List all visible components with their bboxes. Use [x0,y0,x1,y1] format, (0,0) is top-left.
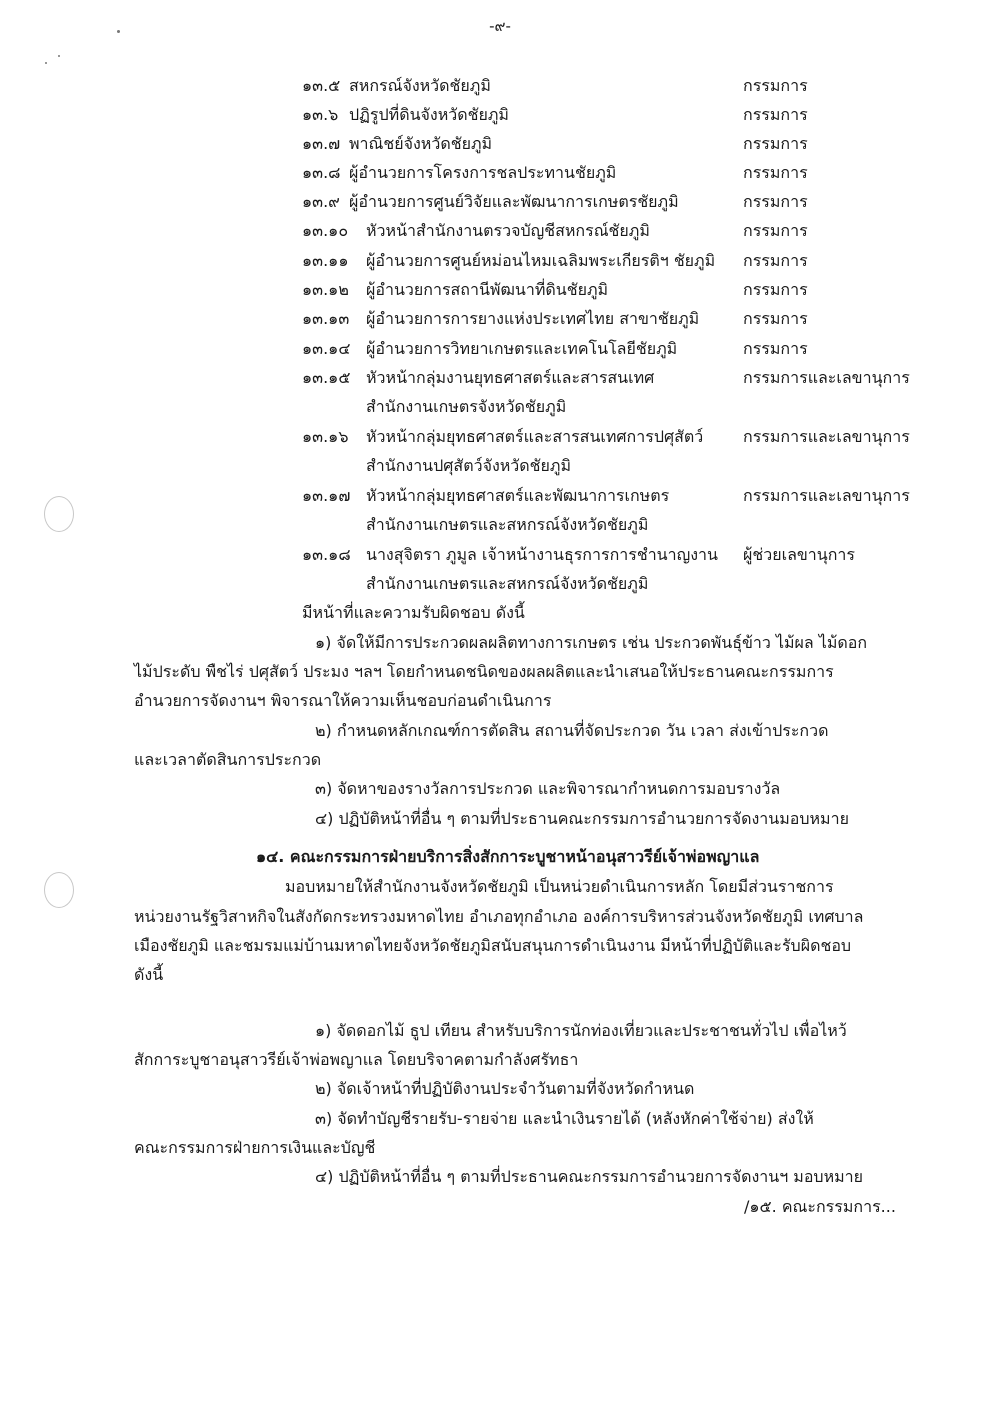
member-name: ผู้อำนวยการโครงการชลประทานชัยภูมิ [349,163,617,182]
member-role: กรรมการ [743,280,808,299]
continuation-note: /๑๕. คณะกรรมการ... [744,1197,896,1216]
duty-line: และเวลาตัดสินการประกวด [134,750,322,769]
section-14-paragraph: มอบหมายให้สำนักงานจังหวัดชัยภูมิ เป็นหน่วยดำเนินการหลัก โดยมีส่วนราชการ [285,877,834,896]
member-name: หัวหน้ากลุ่มยุทธศาสตร์และสารสนเทศการปศุสัตว์ [366,427,704,446]
member-name: ผู้อำนวยการวิทยาเกษตรและเทคโนโลยีชัยภูมิ [366,339,678,358]
member-name-line2: สำนักงานเกษตรจังหวัดชัยภูมิ [366,397,567,416]
section-14-paragraph: หน่วยงานรัฐวิสาหกิจในสังกัดกระทรวงมหาดไทย อำเภอทุกอำเภอ องค์การบริหารส่วนจังหวัดชัยภูมิ เทศบาล [134,907,864,926]
member-name: สหกรณ์จังหวัดชัยภูมิ [349,76,491,95]
member-number: ๑๓.๑๗ [302,486,351,505]
member-role: กรรมการ [743,134,808,153]
member-role: กรรมการ [743,105,808,124]
member-role: กรรมการ [743,251,808,270]
member-role: กรรมการ [743,339,808,358]
member-role: กรรมการและเลขานุการ [743,427,910,446]
duty-line: ๓) จัดหาของรางวัลการประกวด และพิจารณากำหนดการมอบรางวัล [315,779,781,798]
member-name-line2: สำนักงานเกษตรและสหกรณ์จังหวัดชัยภูมิ [366,574,649,593]
member-name: ปฏิรูปที่ดินจังหวัดชัยภูมิ [349,105,509,124]
member-name: ผู้อำนวยการศูนย์หม่อนไหมเฉลิมพระเกียรติฯ ชัยภูมิ [366,251,716,270]
member-number: ๑๓.๑๐ [302,221,349,240]
member-role: กรรมการ [743,309,808,328]
member-number: ๑๓.๖ [302,105,339,124]
duty-line: ๑) จัดดอกไม้ ธูป เทียน สำหรับบริการนักท่องเที่ยวและประชาชนทั่วไป เพื่อไหว้ [315,1021,847,1040]
member-name: หัวหน้ากลุ่มยุทธศาสตร์และพัฒนาการเกษตร [366,486,670,505]
member-role: กรรมการและเลขานุการ [743,368,910,387]
member-number: ๑๓.๑๑ [302,251,349,270]
member-role: กรรมการ [743,221,808,240]
page-number: -๙- [489,17,511,35]
punch-hole-mark [44,496,74,532]
section-14-paragraph: ดังนี้ [134,965,164,984]
scan-speck [45,62,47,64]
member-number: ๑๓.๘ [302,163,341,182]
member-name: พาณิชย์จังหวัดชัยภูมิ [349,134,493,153]
member-name: นางสุจิตรา ภูมูล เจ้าหน้างานธุรการการชำนาญงาน [366,545,718,564]
member-number: ๑๓.๑๒ [302,280,349,299]
member-role: กรรมการ [743,76,808,95]
duty-line: สักการะบูชาอนุสาวรีย์เจ้าพ่อพญาแล โดยบริจาคตามกำลังศรัทธา [134,1050,579,1069]
duty-line: ไม้ประดับ พืชไร่ ปศุสัตว์ ประมง ฯลฯ โดยกำหนดชนิดของผลผลิตและนำเสนอให้ประธานคณะกรรมการ [134,662,834,681]
duty-line: ๒) กำหนดหลักเกณฑ์การตัดสิน สถานที่จัดประกวด วัน เวลา ส่งเข้าประกวด [315,721,829,740]
scan-speck [117,30,120,33]
duty-line: อำนวยการจัดงานฯ พิจารณาให้ความเห็นชอบก่อนดำเนินการ [134,691,552,710]
duties-intro: มีหน้าที่และความรับผิดชอบ ดังนี้ [302,603,525,622]
member-role: กรรมการ [743,192,808,211]
member-name-line2: สำนักงานเกษตรและสหกรณ์จังหวัดชัยภูมิ [366,515,649,534]
duty-line: ๓) จัดทำบัญชีรายรับ-รายจ่าย และนำเงินรายได้ (หลังหักค่าใช้จ่าย) ส่งให้ [315,1109,814,1128]
member-role: กรรมการและเลขานุการ [743,486,910,505]
member-name: ผู้อำนวยการสถานีพัฒนาที่ดินชัยภูมิ [366,280,609,299]
member-number: ๑๓.๑๓ [302,309,350,328]
section-14-title: ๑๔. คณะกรรมการฝ่ายบริการสิ่งสักการะบูชาหน้าอนุสาวรีย์เจ้าพ่อพญาแล [256,847,760,866]
section-14-paragraph: เมืองชัยภูมิ และชมรมแม่บ้านมหาดไทยจังหวัดชัยภูมิสนับสนุนการดำเนินงาน มีหน้าที่ปฏิบัติและรับผิดชอบ [134,936,852,955]
duty-line: ๔) ปฏิบัติหน้าที่อื่น ๆ ตามที่ประธานคณะกรรมการอำนวยการจัดงานฯ มอบหมาย [315,1167,864,1186]
duty-line: ๒) จัดเจ้าหน้าที่ปฏิบัติงานประจำวันตามที่จังหวัดกำหนด [315,1079,695,1098]
member-number: ๑๓.๗ [302,134,341,153]
member-role: ผู้ช่วยเลขานุการ [743,545,855,564]
member-number: ๑๓.๑๖ [302,427,349,446]
scan-speck [58,55,60,57]
member-name-line2: สำนักงานปศุสัตว์จังหวัดชัยภูมิ [366,456,571,475]
member-name: หัวหน้าสำนักงานตรวจบัญชีสหกรณ์ชัยภูมิ [366,221,650,240]
member-role: กรรมการ [743,163,808,182]
punch-hole-mark [44,872,74,908]
member-number: ๑๓.๙ [302,192,340,211]
member-name: หัวหน้ากลุ่มงานยุทธศาสตร์และสารสนเทศ [366,368,655,387]
member-number: ๑๓.๑๔ [302,339,351,358]
duty-line: ๑) จัดให้มีการประกวดผลผลิตทางการเกษตร เช่น ประกวดพันธุ์ข้าว ไม้ผล ไม้ดอก [315,633,868,652]
member-number: ๑๓.๕ [302,76,341,95]
duty-line: ๔) ปฏิบัติหน้าที่อื่น ๆ ตามที่ประธานคณะกรรมการอำนวยการจัดงานมอบหมาย [315,809,849,828]
duty-line: คณะกรรมการฝ่ายการเงินและบัญชี [134,1138,376,1157]
member-name: ผู้อำนวยการศูนย์วิจัยและพัฒนาการเกษตรชัยภูมิ [349,192,679,211]
member-name: ผู้อำนวยการการยางแห่งประเทศไทย สาขาชัยภูมิ [366,309,700,328]
member-number: ๑๓.๑๕ [302,368,351,387]
member-number: ๑๓.๑๘ [302,545,351,564]
